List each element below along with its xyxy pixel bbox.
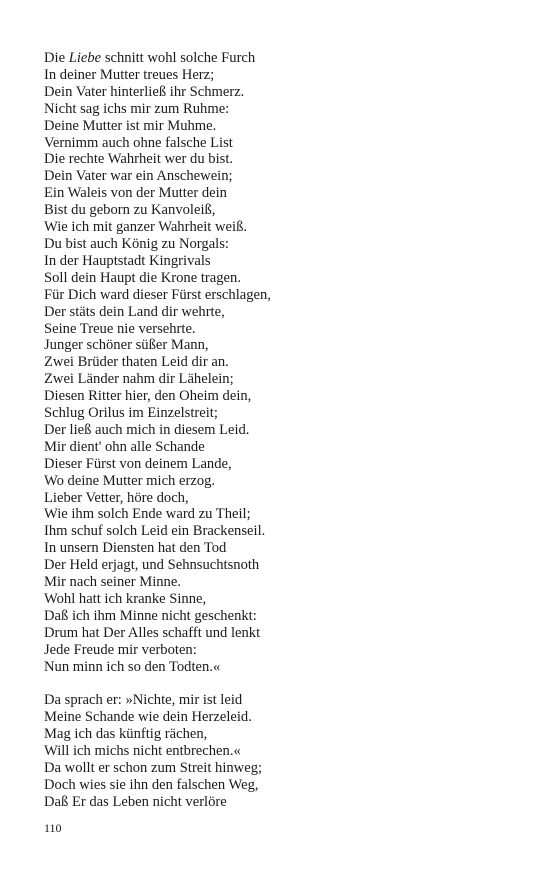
verse-line: Dieser Fürst von deinem Lande, — [44, 455, 232, 472]
verse-line: Will ich michs nicht entbrechen.« — [44, 743, 241, 760]
verse-line: Nun minn ich so den Todten.« — [44, 658, 221, 675]
verse-line: Dein Vater war ein Anschewein; — [44, 168, 233, 185]
verse-line: Wo deine Mutter mich erzog. — [44, 472, 216, 489]
verse-line: Dein Vater hinterließ ihr Schmerz. — [44, 83, 245, 100]
verse-line: Für Dich ward dieser Fürst erschlagen, — [44, 286, 271, 303]
verse-line: Nicht sag ichs mir zum Ruhme: — [44, 100, 230, 117]
verse-text: schnitt wohl solche Furch — [101, 50, 256, 66]
verse-line: In deiner Mutter treues Herz; — [44, 66, 215, 83]
verse-line: Meine Schande wie dein Herzeleid. — [44, 709, 252, 726]
verse-line: Der stäts dein Land dir wehrte, — [44, 303, 225, 320]
verse-line: Wohl hatt ich kranke Sinne, — [44, 591, 207, 607]
verse-line: Daß ich ihm Minne nicht geschenkt: — [44, 607, 257, 624]
page-number: 110 — [44, 821, 62, 835]
verse-line: Lieber Vetter, höre doch, — [44, 489, 189, 506]
verse-line: Doch wies sie ihn den falschen Weg, — [44, 776, 259, 793]
verse-line: Junger schöner süßer Mann, — [44, 337, 209, 354]
verse-line: Wie ihm solch Ende ward zu Theil; — [44, 506, 251, 523]
verse-line: Zwei Brüder thaten Leid dir an. — [44, 354, 229, 371]
verse-line: Vernimm auch ohne falsche List — [44, 134, 233, 151]
verse-line: Ein Waleis von der Mutter dein — [44, 185, 227, 202]
verse-line: Drum hat Der Alles schafft und lenkt — [44, 624, 261, 641]
verse-text: Die — [44, 50, 69, 66]
verse-line: Der ließ auch mich in diesem Leid. — [44, 421, 250, 438]
verse-line: Soll dein Haupt die Krone tragen. — [44, 269, 241, 286]
stanza — [44, 692, 514, 810]
verse-line: Mag ich das künftig rächen, — [44, 726, 208, 743]
verse-line: Da wollt er schon zum Streit hinweg; — [44, 760, 263, 777]
verse-line: Seine Treue nie versehrte. — [44, 320, 196, 337]
verse-line: Die rechte Wahrheit wer du bist. — [44, 151, 234, 168]
poem-body — [44, 50, 514, 811]
verse-line: Der Held erjagt, und Sehnsuchtsnoth — [44, 557, 260, 574]
verse-line: Zwei Länder nahm dir Lähelein; — [44, 371, 234, 388]
verse-line: In unsern Diensten hat den Tod — [44, 540, 227, 557]
verse-line — [44, 50, 514, 67]
verse-line: Jede Freude mir verboten: — [44, 641, 197, 658]
verse-line: Schlug Orilus im Einzelstreit; — [44, 405, 218, 422]
verse-line: Da sprach er: »Nichte, mir ist leid — [44, 692, 243, 709]
emphasized-word: Liebe — [68, 50, 102, 66]
verse-line: Bist du geborn zu Kanvoleiß, — [44, 202, 216, 219]
verse-line: Daß Er das Leben nicht verlöre — [44, 793, 227, 810]
stanza — [44, 50, 514, 676]
verse-line: Wie ich mit ganzer Wahrheit weiß. — [44, 219, 248, 236]
verse-line: Diesen Ritter hier, den Oheim dein, — [44, 388, 252, 405]
verse-line: In der Hauptstadt Kingrivals — [44, 252, 211, 269]
verse-line: Mir nach seiner Minne. — [44, 574, 181, 591]
verse-line: Mir dient' ohn alle Schande — [44, 438, 205, 455]
verse-line: Ihm schuf solch Leid ein Brackenseil. — [44, 523, 266, 540]
verse-line: Deine Mutter ist mir Muhme. — [44, 117, 217, 134]
verse-line: Du bist auch König zu Norgals: — [44, 235, 229, 252]
